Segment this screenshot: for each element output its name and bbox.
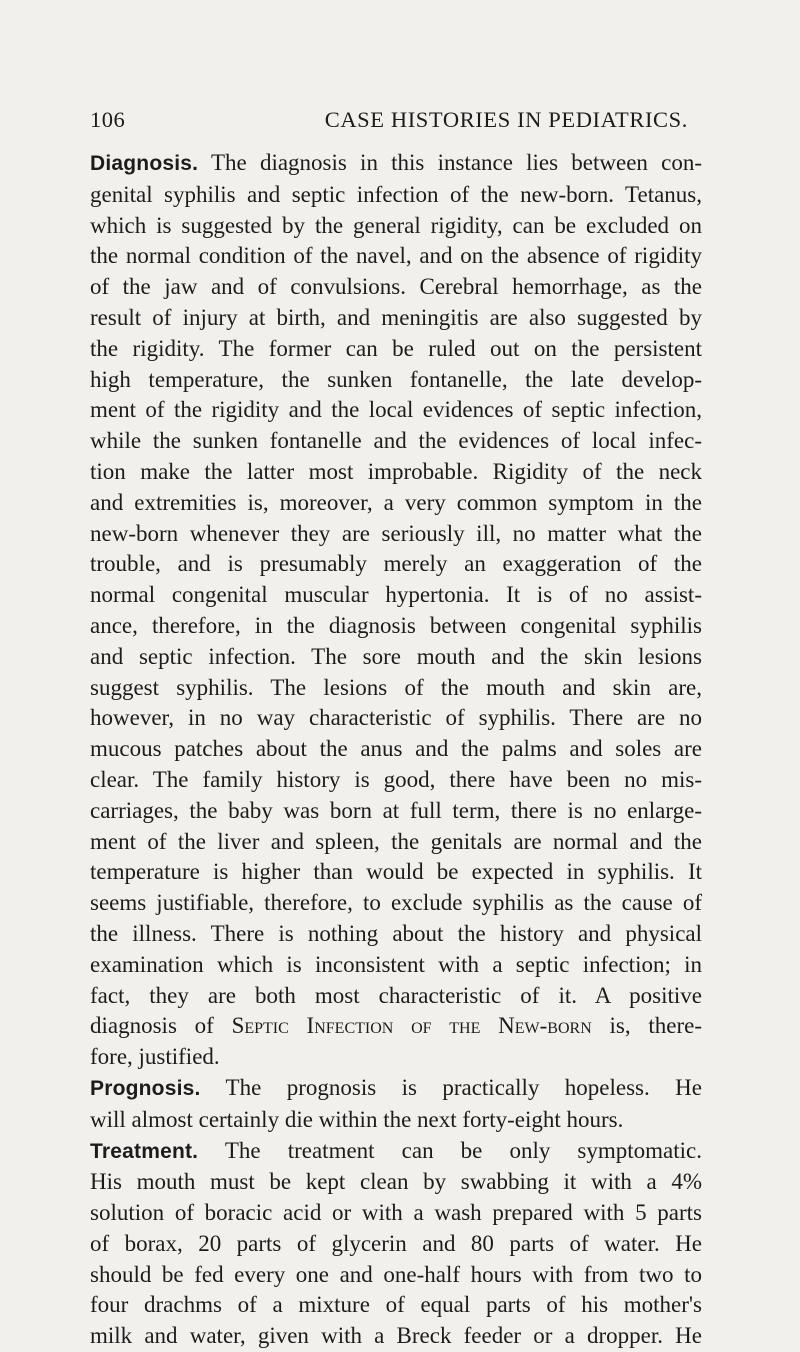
- text-line: tion make the latter most improbable. Rigidity of the neck: [90, 457, 702, 488]
- text-line: will almost certainly die within the next forty-eight hours.: [90, 1105, 702, 1136]
- text-line: carriages, the baby was born at full term, there is no enlarge-: [90, 796, 702, 827]
- text-line: ment of the liver and spleen, the genitals are normal and the: [90, 827, 702, 858]
- running-title: CASE HISTORIES IN PEDIATRICS.: [325, 103, 688, 137]
- text-line-fragment: The diagnosis in this instance lies between con-: [198, 150, 702, 175]
- text-line: [90, 1136, 702, 1168]
- text-line: the normal condition of the navel, and on the absence of rigidity: [90, 241, 702, 272]
- text-line: should be fed every one and one-half hours with from two to: [90, 1260, 702, 1291]
- text-line: [90, 1073, 702, 1105]
- text-line: of the jaw and of convulsions. Cerebral hemorrhage, as the: [90, 272, 702, 303]
- text-line: [90, 1011, 702, 1042]
- text-line: and septic infection. The sore mouth and the skin lesions: [90, 642, 702, 673]
- text-line: ment of the rigidity and the local evidences of septic infection,: [90, 395, 702, 426]
- text-line: seems justifiable, therefore, to exclude syphilis as the cause of: [90, 888, 702, 919]
- text-line: and extremities is, moreover, a very common symptom in the: [90, 488, 702, 519]
- text-line: normal congenital muscular hypertonia. It is of no assist-: [90, 580, 702, 611]
- text-line: trouble, and is presumably merely an exaggeration of the: [90, 549, 702, 580]
- text-line: genital syphilis and septic infection of the new-born. Tetanus,: [90, 180, 702, 211]
- text-line: clear. The family history is good, there have been no mis-: [90, 765, 702, 796]
- text-line: which is suggested by the general rigidity, can be excluded on: [90, 211, 702, 242]
- text-line: the rigidity. The former can be ruled out on the persistent: [90, 334, 702, 365]
- text-line: four drachms of a mixture of equal parts of his mother's: [90, 1290, 702, 1321]
- text-line-fragment: is, there-: [592, 1013, 702, 1038]
- treatment-heading: Treatment.: [90, 1140, 198, 1163]
- text-line-fragment: The prognosis is practically hopeless. He: [201, 1075, 702, 1100]
- text-line: milk and water, given with a Breck feeder or a dropper. He: [90, 1321, 702, 1352]
- page-number: 106: [90, 103, 125, 137]
- text-line: new-born whenever they are seriously ill, no matter what the: [90, 519, 702, 550]
- text-line: examination which is inconsistent with a septic infection; in: [90, 950, 702, 981]
- prognosis-heading: Prognosis.: [90, 1077, 201, 1100]
- text-line: temperature is higher than would be expected in syphilis. It: [90, 857, 702, 888]
- text-line: suggest syphilis. The lesions of the mouth and skin are,: [90, 673, 702, 704]
- text-line-fragment: diagnosis of: [90, 1013, 232, 1038]
- diagnosis-paragraph: [90, 148, 702, 1073]
- text-line: solution of boracic acid or with a wash prepared with 5 parts: [90, 1198, 702, 1229]
- text-line: fact, they are both most characteristic of it. A positive: [90, 981, 702, 1012]
- text-line: His mouth must be kept clean by swabbing it with a 4%: [90, 1167, 702, 1198]
- text-line: mucous patches about the anus and the palms and soles are: [90, 734, 702, 765]
- text-line: of borax, 20 parts of glycerin and 80 parts of water. He: [90, 1229, 702, 1260]
- treatment-paragraph: [90, 1136, 702, 1352]
- diagnosis-name-smallcaps: Septic Infection of the New-born: [232, 1013, 592, 1038]
- diagnosis-heading: Diagnosis.: [90, 152, 198, 175]
- text-line: high temperature, the sunken fontanelle, the late develop-: [90, 365, 702, 396]
- page-header: [90, 103, 688, 137]
- text-line: ance, therefore, in the diagnosis between congenital syphilis: [90, 611, 702, 642]
- prognosis-paragraph: [90, 1073, 702, 1136]
- text-line: however, in no way characteristic of syphilis. There are no: [90, 703, 702, 734]
- text-line: fore, justified.: [90, 1042, 702, 1073]
- text-line: result of injury at birth, and meningitis are also suggested by: [90, 303, 702, 334]
- body-text: [90, 148, 702, 1352]
- text-line: while the sunken fontanelle and the evidences of local infec-: [90, 426, 702, 457]
- text-line: [90, 148, 702, 180]
- text-line-fragment: The treatment can be only symptomatic.: [198, 1138, 702, 1163]
- text-line: the illness. There is nothing about the history and physical: [90, 919, 702, 950]
